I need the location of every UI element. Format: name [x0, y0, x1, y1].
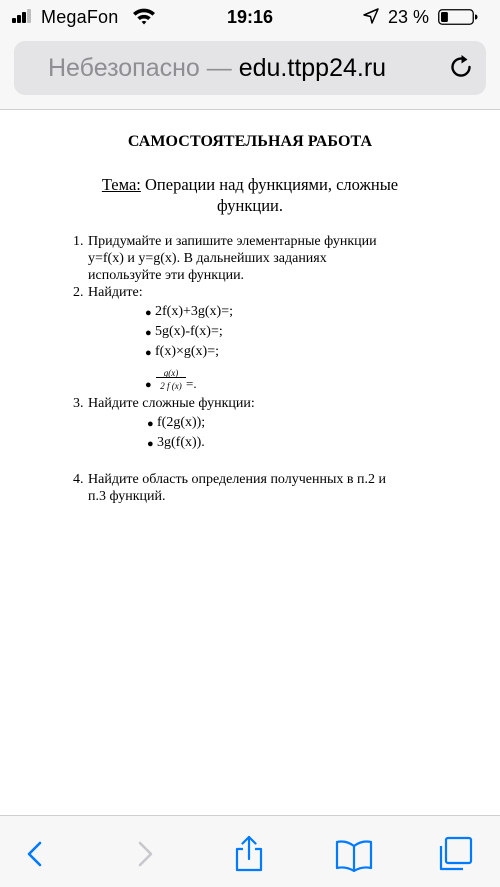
bookmarks-icon[interactable] [334, 834, 374, 874]
bullet-icon: ● [145, 307, 152, 319]
url-host: edu.ttpp24.ru [238, 54, 387, 82]
topic-label: Тема: [101, 175, 141, 194]
task-1-line-2: y=f(x) и y=g(x). В дальнейших заданиях [88, 251, 327, 266]
task-3-item-2 [73, 434, 433, 454]
task-2 [73, 284, 433, 301]
task-number: 3. [73, 396, 84, 411]
location-arrow-icon [363, 8, 379, 24]
battery-percent: 23 % [388, 7, 430, 27]
task-3 [73, 395, 433, 412]
topic-text-line-1: Операции над функциями, сложные [145, 175, 399, 194]
bullet-icon: ● [147, 418, 154, 430]
task-2-item-1 [73, 303, 433, 323]
task-1-line-1: Придумайте и запишите элементарные функции [88, 234, 377, 249]
browser-toolbar [0, 815, 500, 887]
task-3-item-1 [73, 414, 433, 434]
task-3-item-expression: f(2g(x)); [157, 415, 206, 430]
address-bar [0, 34, 500, 110]
carrier-name: MegaFon [41, 7, 119, 27]
task-number: 4. [73, 472, 84, 487]
web-page-content [0, 111, 500, 815]
share-icon[interactable] [229, 834, 269, 874]
document-title: САМОСТОЯТЕЛЬНАЯ РАБОТА [127, 133, 373, 150]
task-2-item-3 [73, 343, 433, 363]
task-number: 1. [73, 234, 84, 249]
reload-icon[interactable] [446, 52, 476, 82]
topic-text-line-2: функции. [217, 196, 283, 215]
task-1-line-3: используйте эти функции. [88, 268, 245, 283]
task-1 [73, 233, 433, 284]
battery-icon [438, 9, 478, 25]
task-3-item-expression: 3g(f(x)). [157, 435, 205, 450]
clock: 19:16 [226, 7, 274, 27]
fraction-suffix: =. [186, 376, 197, 391]
task-3-line-1: Найдите сложные функции: [88, 396, 255, 411]
task-2-item-2 [73, 323, 433, 343]
task-2-item-expression: 5g(x)-f(x)=; [155, 324, 223, 339]
fraction-numerator: g(x) [163, 368, 179, 378]
status-bar [0, 0, 500, 34]
bullet-icon: ● [145, 347, 152, 359]
document-topic [80, 174, 420, 216]
back-icon[interactable] [15, 834, 55, 874]
security-warning-label: Небезопасно — [48, 54, 232, 82]
task-list [73, 233, 433, 505]
task-2-item-expression: 2f(x)+3g(x)=; [155, 304, 233, 319]
bullet-icon: ● [147, 438, 154, 450]
forward-icon[interactable] [125, 834, 165, 874]
task-4 [73, 471, 433, 505]
task-number: 2. [73, 285, 84, 300]
task-4-line-2: п.3 функций. [88, 489, 166, 504]
bullet-icon: ● [145, 327, 152, 339]
bullet-icon: ● [145, 379, 152, 391]
task-2-item-expression: f(x)×g(x)=; [155, 344, 219, 359]
fraction-denominator: 2 f (x) [160, 381, 182, 391]
url-text[interactable] [48, 54, 386, 83]
task-2-line-1: Найдите: [88, 285, 143, 300]
task-4-line-1: Найдите область определения полученных в п.2 и [88, 472, 386, 487]
url-field[interactable] [14, 41, 486, 95]
tabs-icon[interactable] [435, 834, 475, 874]
task-2-item-4-fraction [73, 363, 433, 393]
